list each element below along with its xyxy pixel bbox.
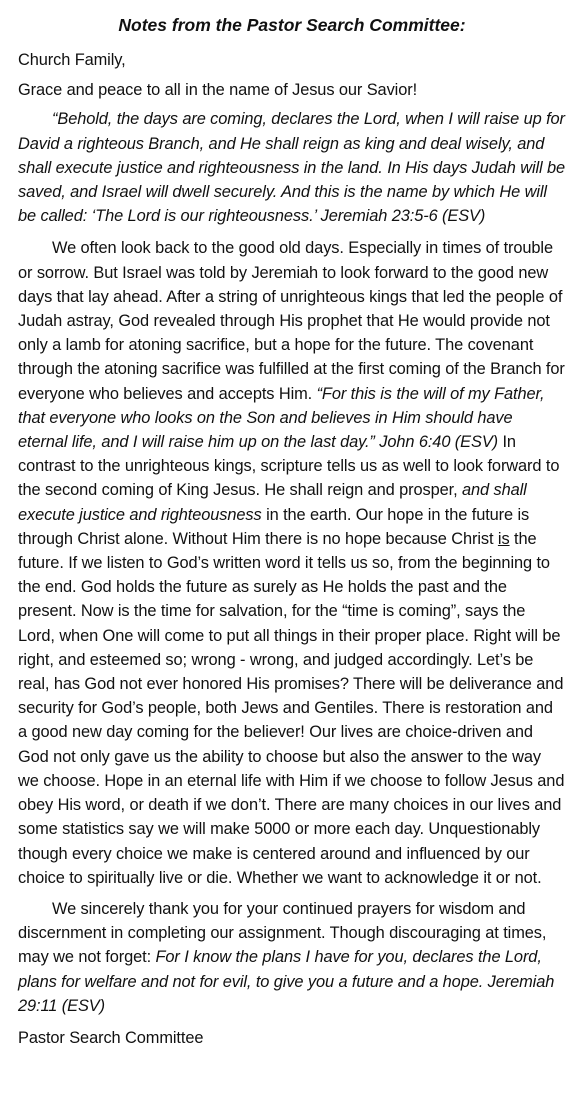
greeting: Grace and peace to all in the name of Jesus our Savior! — [18, 81, 418, 100]
closing-scripture-quote: For I know the plans I have for you, declares the Lord, plans for welfare and not for evil, to give you a future and a hope. Jeremiah 29:11 (ESV) — [18, 948, 555, 1015]
john-scripture-quote: “For this is the will of my Father, that everyone who looks on the Son and believes in Him should have eternal life, and I will raise him up on the last day.” John 6:40 (ESV) — [18, 384, 545, 452]
body-text-part-4: the future. If we listen to God’s written word it tells us so, from the beginning to the end. God holds the future as surely as He holds the past and the present. Now is the time for salvation, for the “time is coming”, says the Lord, when One will come to put all things in their proper place. Right will be right, and esteemed so; wrong - wrong, and judged accordingly. Let’s be real, has God not ever honored His promises? There will be deliverance and security for God’s people, both Jews and Gentiles. There is restoration and a good new day coming for the believer! Our lives are choice-driven and God not only gave us the ability to choose but also the answer to the way we choose. Hope in an eternal life with Him if we choose to follow Jesus and obey His word, or death if we don’t. There are many choices in our lives and some statistics say we will make 5000 or more each day. Unquestionably though every choice we make is centered around and influenced by our choice to spiritually live or die. Whether we want to acknowledge it or not. — [18, 529, 565, 887]
emphasis-is: is — [497, 529, 510, 548]
body-paragraph — [18, 236, 566, 889]
justice-quote: and shall execute justice and righteousness — [18, 481, 527, 524]
page-title: Notes from the Pastor Search Committee: — [118, 15, 466, 35]
closing-paragraph — [18, 897, 566, 1018]
signature: Pastor Search Committee — [18, 1028, 204, 1047]
opening-scripture-quote: “Behold, the days are coming, declares the Lord, when I will raise up for David a righteous Branch, and He shall reign as king and deal wisely, and shall execute justice and righteousness in the land. In His days Judah will be saved, and Israel will dwell securely. And this is the name by which He will be called: ‘The Lord is our righteousness.’ Jeremiah 23:5-6 (ESV) — [18, 110, 566, 226]
closing-text: We sincerely thank you for your continued prayers for wisdom and discernment in completing our assignment. Though discouraging at times, may we not forget: — [18, 899, 547, 967]
salutation: Church Family, — [18, 51, 126, 69]
body-text-part-3: in the earth. Our hope in the future is through Christ alone. Without Him there is no hope because Christ — [18, 505, 530, 548]
body-text-part-1: We often look back to the good old days. Especially in times of trouble or sorrow. But Israel was told by Jeremiah to look forward to the good new days that lay ahead. After a string of unrighteous kings that led the people of Judah astray, God revealed through His prophet that He would provide not only a lamb for atoning sacrifice, but a hope for the future. The covenant through the atoning sacrifice was fulfilled at the first coming of the Branch for everyone who believes and accepts Him. — [18, 239, 565, 403]
body-text-part-2: In contrast to the unrighteous kings, scripture tells us as well to look forward to the second coming of King Jesus. He shall reign and prosper, — [18, 433, 560, 500]
